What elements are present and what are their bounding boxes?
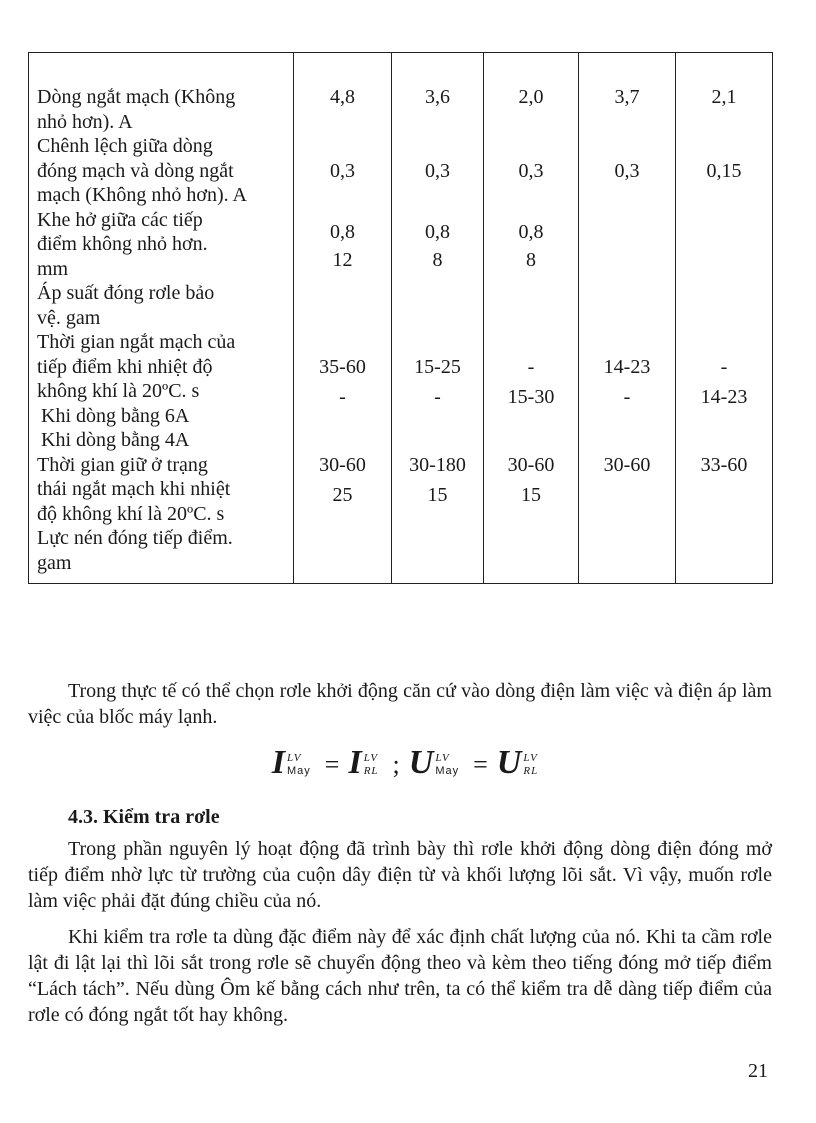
value-stack bbox=[676, 453, 772, 478]
cell-value: 2,1 bbox=[711, 86, 737, 108]
cell-value: 8 bbox=[432, 249, 443, 272]
cell-value: 0,3 bbox=[614, 159, 640, 182]
relay-spec-table bbox=[28, 52, 773, 584]
table-row bbox=[29, 281, 773, 330]
value-cell bbox=[676, 453, 773, 527]
row-label bbox=[29, 526, 294, 584]
row-label-line: Chênh lệch giữa dòng bbox=[37, 135, 213, 157]
cell-value: 0,3 bbox=[330, 159, 355, 182]
value-cell bbox=[676, 53, 773, 135]
value-cell bbox=[392, 526, 484, 584]
table-row bbox=[29, 53, 773, 135]
value-stack bbox=[392, 85, 483, 110]
value-cell bbox=[484, 134, 579, 208]
value-cell bbox=[579, 526, 676, 584]
value-stack bbox=[579, 453, 675, 478]
value-stack bbox=[676, 330, 772, 410]
value-stack bbox=[484, 134, 578, 183]
value-cell bbox=[392, 53, 484, 135]
table-row bbox=[29, 453, 773, 527]
table-row bbox=[29, 330, 773, 453]
cell-value: 33-60 bbox=[700, 453, 748, 476]
value-cell bbox=[294, 208, 392, 282]
value-cell bbox=[579, 281, 676, 330]
row-label-line: vệ. gam bbox=[37, 306, 101, 329]
value-cell bbox=[294, 453, 392, 527]
value-stack bbox=[392, 134, 483, 183]
row-label-line: đóng mạch và dòng ngắt bbox=[37, 159, 234, 182]
value-cell bbox=[579, 134, 676, 208]
cell-value: 14-23 bbox=[603, 355, 651, 378]
value-stack bbox=[294, 134, 391, 183]
value-cell bbox=[392, 453, 484, 527]
value-cell bbox=[579, 330, 676, 453]
value-cell bbox=[294, 134, 392, 208]
formula-equals-1: = bbox=[324, 750, 341, 779]
formula-voltage-symbol: U bbox=[408, 744, 435, 781]
value-cell bbox=[676, 134, 773, 208]
value-cell bbox=[392, 330, 484, 453]
paragraph-relay-selection: Trong thực tế có thể chọn rơle khởi động căn cứ vào dòng điện làm việc và điện áp làm việc của blốc máy lạnh. bbox=[28, 680, 772, 728]
value-cell bbox=[392, 134, 484, 208]
formula-current-rl-symbol: I bbox=[348, 744, 363, 781]
value-stack bbox=[392, 330, 483, 410]
value-stack bbox=[676, 85, 772, 110]
row-label-line: Khe hở giữa các tiếp bbox=[37, 208, 203, 231]
row-sublabel-line: Khi dòng bằng 4A bbox=[41, 429, 190, 451]
cell-value: 30-60 bbox=[319, 453, 366, 476]
cell-value: 14-23 bbox=[700, 386, 748, 408]
cell-value: 0,3 bbox=[518, 159, 544, 182]
cell-value: 15 bbox=[427, 484, 448, 506]
value-cell bbox=[294, 330, 392, 453]
cell-value: 30-60 bbox=[603, 453, 651, 476]
page-number: 21 bbox=[748, 1060, 768, 1082]
value-stack bbox=[484, 85, 578, 110]
value-stack bbox=[392, 453, 483, 508]
cell-value: 15-25 bbox=[414, 355, 461, 378]
row-label-line: Thời gian ngắt mạch của bbox=[37, 331, 236, 353]
cell-value: 35-60 bbox=[319, 355, 366, 378]
table-row bbox=[29, 526, 773, 584]
formula-equals-2: = bbox=[473, 750, 489, 779]
cell-value: 2,0 bbox=[518, 86, 544, 108]
value-stack bbox=[676, 208, 772, 220]
cell-value: - bbox=[339, 386, 346, 408]
value-cell bbox=[294, 281, 392, 330]
value-cell bbox=[676, 330, 773, 453]
value-cell bbox=[676, 281, 773, 330]
value-stack bbox=[676, 134, 772, 183]
row-label-line: điểm không nhỏ hơn. bbox=[37, 233, 208, 255]
cell-value: 0,3 bbox=[425, 159, 450, 182]
value-stack bbox=[392, 208, 483, 273]
value-cell bbox=[484, 330, 579, 453]
row-label-line: mạch (Không nhỏ hơn). A bbox=[37, 184, 247, 206]
cell-value: 3,6 bbox=[425, 86, 450, 108]
formula-voltage-scripts: LV May bbox=[435, 752, 460, 778]
cell-value: - bbox=[527, 355, 535, 378]
value-cell bbox=[484, 453, 579, 527]
row-label bbox=[29, 208, 294, 282]
cell-value: 25 bbox=[332, 484, 353, 506]
cell-value: - bbox=[434, 386, 441, 408]
row-label-line: gam bbox=[37, 551, 72, 574]
value-cell bbox=[579, 453, 676, 527]
row-label bbox=[29, 453, 294, 527]
cell-value: 12 bbox=[332, 249, 353, 272]
table-row bbox=[29, 208, 773, 282]
cell-value: 0,15 bbox=[706, 159, 742, 182]
cell-value: 4,8 bbox=[330, 86, 355, 108]
row-label-line: thái ngắt mạch khi nhiệt bbox=[37, 478, 231, 500]
formula-current-rl-scripts: LV RL bbox=[363, 752, 379, 778]
value-stack bbox=[484, 330, 578, 410]
row-label-line: không khí là 20ºC. s bbox=[37, 380, 200, 402]
table-row bbox=[29, 134, 773, 208]
section-heading: 4.3. Kiểm tra rơle bbox=[68, 806, 220, 828]
cell-value: 8 bbox=[526, 249, 536, 272]
cell-value: 15 bbox=[521, 484, 541, 506]
row-label-line: Áp suất đóng rơle bảo bbox=[37, 282, 215, 304]
cell-value: - bbox=[623, 386, 631, 408]
value-cell bbox=[392, 281, 484, 330]
formula-separator: ; bbox=[392, 750, 401, 779]
selection-formula bbox=[0, 744, 816, 782]
value-cell bbox=[484, 53, 579, 135]
formula-voltage-rl-scripts: LV RL bbox=[523, 752, 539, 778]
cell-value: 0,8 bbox=[330, 220, 355, 243]
value-stack bbox=[484, 208, 578, 273]
paragraph-testing-method: Khi kiểm tra rơle ta dùng đặc điểm này để xác định chất lượng của nó. Khi ta cầm rơle lật đi lật lại thì lõi sắt trong rơle sẽ chuyển động theo và kèm theo tiếng đóng mở tiếp điểm “Lách tách”. Nếu dùng Ôm kế bằng cách như trên, ta có thể kiểm tra dễ dàng tiếp điểm của rơle có đóng ngắt tốt hay không. bbox=[28, 926, 772, 1026]
value-cell bbox=[676, 526, 773, 584]
formula-voltage-rl-symbol: U bbox=[496, 744, 523, 781]
row-label-line: nhỏ hơn). A bbox=[37, 110, 133, 133]
value-cell bbox=[579, 53, 676, 135]
cell-value: 15-30 bbox=[507, 386, 555, 408]
value-stack bbox=[294, 330, 391, 410]
value-stack bbox=[579, 330, 675, 410]
row-label bbox=[29, 330, 294, 453]
cell-value: 0,8 bbox=[518, 220, 544, 243]
value-cell bbox=[484, 526, 579, 584]
row-label-line: Lực nén đóng tiếp điểm. bbox=[37, 527, 233, 549]
cell-value: 3,7 bbox=[614, 86, 640, 108]
value-stack bbox=[579, 85, 675, 110]
row-label bbox=[29, 281, 294, 330]
row-label-line: mm bbox=[37, 257, 69, 280]
value-stack bbox=[484, 453, 578, 508]
value-cell bbox=[676, 208, 773, 282]
row-label-line: tiếp điểm khi nhiệt độ bbox=[37, 355, 213, 378]
value-stack bbox=[294, 85, 391, 110]
row-label-line: Thời gian giữ ở trạng bbox=[37, 453, 208, 476]
value-cell bbox=[579, 208, 676, 282]
row-label-line: độ không khí là 20ºC. s bbox=[37, 502, 225, 525]
cell-value: 30-180 bbox=[409, 453, 466, 476]
row-label bbox=[29, 53, 294, 135]
formula-current-symbol: I bbox=[271, 744, 287, 781]
cell-value: 30-60 bbox=[507, 453, 555, 476]
formula-current-scripts: LV May bbox=[287, 752, 311, 778]
value-cell bbox=[484, 208, 579, 282]
row-label-line: Dòng ngắt mạch (Không bbox=[37, 86, 236, 108]
value-stack bbox=[579, 134, 675, 183]
value-cell bbox=[484, 281, 579, 330]
value-cell bbox=[392, 208, 484, 282]
value-stack bbox=[294, 453, 391, 508]
row-label bbox=[29, 134, 294, 208]
cell-value: - bbox=[720, 355, 728, 378]
value-cell bbox=[294, 526, 392, 584]
value-stack bbox=[579, 208, 675, 220]
paragraph-operating-principle: Trong phần nguyên lý hoạt động đã trình bày thì rơle khởi động dòng điện đóng mở tiếp điểm nhờ lực từ trường của cuộn dây điện từ và khối lượng lõi sắt. Vì vậy, muốn rơle làm việc phải đặt đúng chiều của nó. bbox=[28, 838, 772, 912]
cell-value: 0,8 bbox=[425, 220, 450, 243]
value-cell bbox=[294, 53, 392, 135]
value-stack bbox=[294, 208, 391, 273]
row-sublabel-line: Khi dòng bằng 6A bbox=[41, 404, 190, 427]
